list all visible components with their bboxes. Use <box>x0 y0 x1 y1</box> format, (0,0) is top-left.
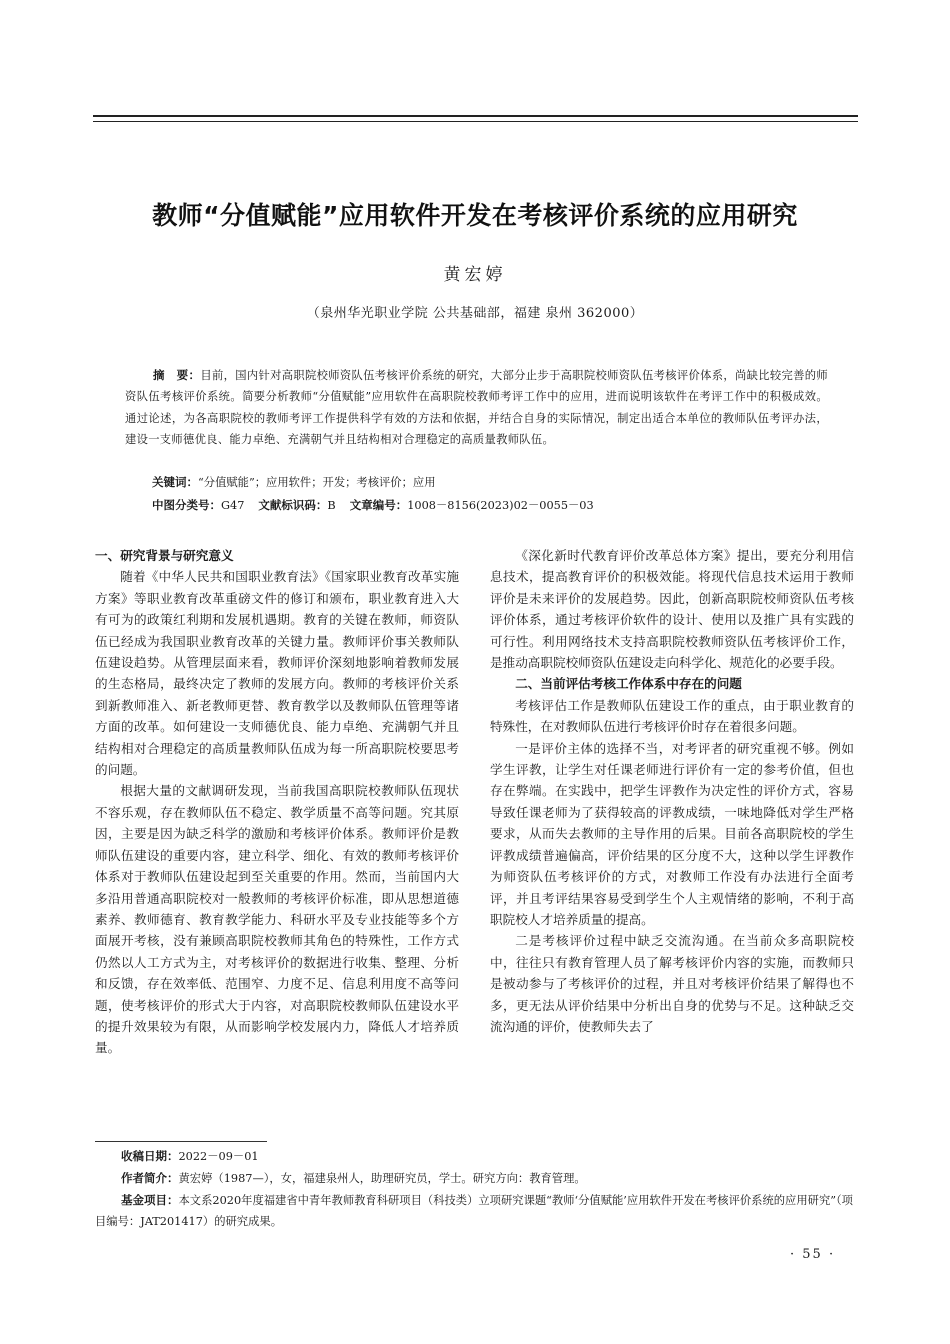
paper-title: 教师“分值赋能”应用软件开发在考核评价系统的应用研究 <box>152 201 798 230</box>
paragraph: 二是考核评价过程中缺乏交流沟通。在当前众多高职院校中，往往只有教育管理人员了解考核评价内容的实施，而教师只是被动参与了考核评价的过程，并且对考核评价结果了解得也不多，更无法从评价结果中分析出自身的优势与不足。这种缺乏交流沟通的评价，使教师失去了 <box>490 933 854 1034</box>
footnote-rule <box>95 1141 267 1142</box>
article-no-label: 文章编号： <box>349 498 408 512</box>
keywords <box>152 472 436 493</box>
doc-code-value: B <box>327 499 336 512</box>
doc-code-label: 文献标识码： <box>258 498 328 512</box>
received-date: 收稿日期：2022－09－01 <box>121 1149 259 1163</box>
paragraph: 考核评估工作是教师队伍建设工作的重点，由于职业教育的特殊性，在对教师队伍进行考核评价时存在着很多问题。 <box>490 697 854 735</box>
abstract-text: 目前，国内针对高职院校师资队伍考核评价系统的研究，大部分止步于高职院校师资队伍考核评价体系，尚缺比较完善的师资队伍考核评价系统。简要分析教师“分值赋能”应用软件在高职院校教师考评工作中的应用，进而说明该软件在考评工作中的积极成效。通过论述，为各高职院校的教师考评工作提供科学有效的方法和依据，并结合自身的实际情况，制定出适合本单位的教师队伍考评办法，建设一支师德优良、能力卓绝、充满朝气并且结构相对合理稳定的高质量教师队伍。 <box>125 369 828 447</box>
clc-label: 中图分类号： <box>152 498 221 512</box>
paragraph: 《深化新时代教育评价改革总体方案》提出，要充分利用信息技术，提高教育评价的积极效能。将现代信息技术运用于教师评价是未来评价的发展趋势。因此，创新高职院校师资队伍考核评价体系，通过考核评价软件的设计、使用以及推广具有实践的可行性。利用网络技术支持高职院校教师资队伍考核评价工作，是推动高职院校师资队伍建设走向科学化、规范化的必要手段。 <box>490 548 854 671</box>
header-rule-thin <box>93 121 858 122</box>
fund-info: 基金项目：本文系2020年度福建省中青年教师教育科研项目（科技类）立项研究课题“教师‘分值赋能’应用软件开发在考核评价系统的应用研究”（项目编号：JAT201417）的研究成果。 <box>95 1192 853 1229</box>
article-no-value: 1008－8156(2023)02－0055－03 <box>407 499 594 512</box>
keywords-label: 关键词： <box>152 475 198 489</box>
page-number: · 55 · <box>790 1247 836 1262</box>
abstract <box>125 365 828 451</box>
keywords-text: “分值赋能”；应用软件；开发；考核评价；应用 <box>198 476 436 489</box>
abstract-label: 摘 要： <box>153 368 201 382</box>
body-column-right <box>490 545 854 1037</box>
section-heading-2: 二、当前评估考核工作体系中存在的问题 <box>515 676 742 692</box>
paragraph: 一是评价主体的选择不当，对考评者的研究重视不够。例如学生评教，让学生对任课老师进行评价有一定的参考价值，但也存在弊端。在实践中，把学生评教作为决定性的评价方式，容易导致任课老师为了获得较高的评教成绩，一味地降低对学生严格要求，从而失去教师的主导作用的后果。目前各高职院校的学生评教成绩普遍偏高，评价结果的区分度不大，这种以学生评教作为师资队伍考核评价的方式，对教师工作没有办法进行全面考评，并且考评结果容易受到学生个人主观情绪的影响，不利于高职院校人才培养质量的提高。 <box>490 740 854 927</box>
clc-value: G47 <box>221 499 245 512</box>
body-column-left <box>95 545 459 1059</box>
paragraph: 随着《中华人民共和国职业教育法》《国家职业教育改革实施方案》等职业教育改革重磅文件的修订和颁布，职业教育进入大有可为的政策红利期和发展机遇期。教育的关键在教师，师资队伍已经成为我国职业教育改革的关键力量。教师评价事关教师队伍建设趋势。从管理层面来看，教师评价深刻地影响着教师发展的生态格局，最终决定了教师的发展方向。教师的考核评价关系到新教师准入、新老教师更替、教育教学以及教师队伍管理等诸方面的改革。如何建设一支师德优良、能力卓绝、充满朝气并且结构相对合理稳定的高质量教师队伍成为每一所高职院校要思考的问题。 <box>95 569 459 778</box>
header-rule-thick <box>93 115 858 117</box>
section-heading-1: 一、研究背景与研究意义 <box>95 548 234 563</box>
author-bio: 作者简介：黄宏婷（1987—），女，福建泉州人，助理研究员，学士。研究方向：教育管理。 <box>121 1170 586 1185</box>
footnotes <box>95 1146 855 1233</box>
paragraph: 根据大量的文献调研发现，当前我国高职院校教师队伍现状不容乐观，存在教师队伍不稳定、教学质量不高等问题。究其原因，主要是因为缺乏科学的激励和考核评价体系。教师评价是教师队伍建设的重要内容，建立科学、细化、有效的教师考核评价体系对于教师队伍建设起到至关重要的作用。然而，当前国内大多沿用普通高职院校对一般教师的考核评价标准，即从思想道德素养、教师德育、教育教学能力、科研水平及专业技能等多个方面展开考核，没有兼顾高职院校教师其角色的特殊性，工作方式仍然以人工方式为主，对考核评价的数据进行收集、整理、分析和反馈，存在效率低、范围窄、力度不足、信息利用度不高等问题，使考核评价的形式大于内容，对高职院校教师队伍建设水平的提升效果较为有限，从而影响学校发展内力，降低人才培养质量。 <box>95 783 459 1056</box>
classification-line <box>152 495 594 516</box>
author-name: 黄宏婷 <box>443 265 507 285</box>
author-affiliation: （泉州华光职业学院 公共基础部，福建 泉州 362000） <box>306 306 644 321</box>
